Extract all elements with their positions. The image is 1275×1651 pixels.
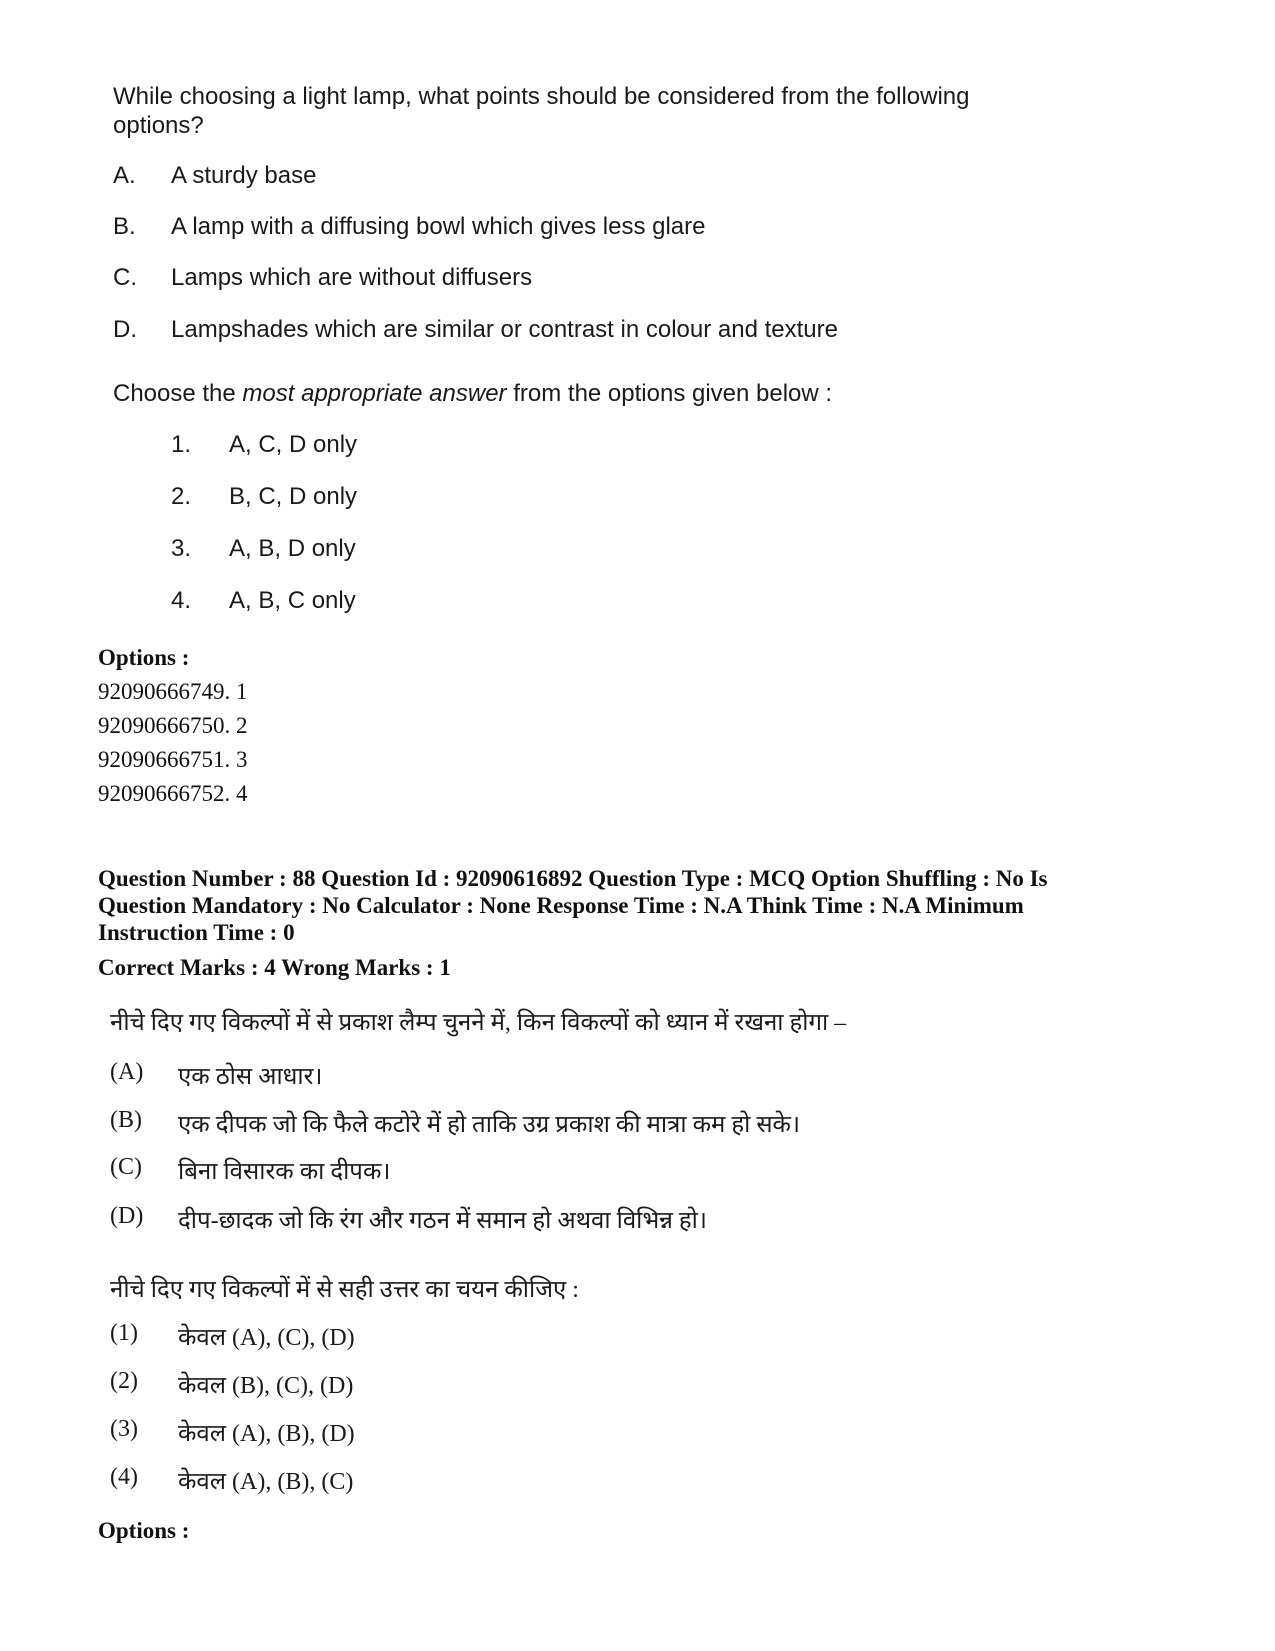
- answer-label: 3.: [171, 535, 192, 562]
- statement-text: A sturdy base: [171, 162, 317, 189]
- statement-text: एक दीपक जो कि फैले कटोरे में हो ताकि उग्र प्रकाश की मात्रा कम हो सके।: [178, 1112, 801, 1138]
- answer-label: 2.: [171, 483, 192, 510]
- statement-label: B.: [113, 213, 136, 240]
- statement-text: दीप-छादक जो कि रंग और गठन में समान हो अथवा विभिन्न हो।: [178, 1208, 707, 1234]
- answer-label: (4): [110, 1464, 138, 1490]
- answer-text: केवल (A), (B), (D): [178, 1421, 355, 1447]
- option-id-line: 92090666751. 3: [98, 747, 248, 772]
- answer-label: 4.: [171, 587, 192, 614]
- statement-text: बिना विसारक का दीपक।: [178, 1159, 391, 1185]
- answer-label: (2): [110, 1368, 138, 1394]
- statement-text: Lamps which are without diffusers: [171, 264, 533, 291]
- choose-post: from the options given below :: [506, 380, 833, 407]
- statement-label: C.: [113, 264, 137, 291]
- options-heading: Options :: [98, 645, 190, 670]
- question-text-english: While choosing a light lamp, what points should be considered from the following options?: [113, 83, 970, 139]
- meta-line: Question Mandatory : No Calculator : None Response Time : N.A Think Time : N.A Minimum: [98, 893, 1024, 918]
- answer-label: 1.: [171, 431, 192, 458]
- statement-label: (B): [110, 1107, 142, 1133]
- answer-text: A, B, D only: [229, 535, 356, 562]
- marks-line: Correct Marks : 4 Wrong Marks : 1: [98, 955, 451, 980]
- answer-text: केवल (B), (C), (D): [178, 1373, 354, 1399]
- choose-instruction-hindi: नीचे दिए गए विकल्पों में से सही उत्तर का चयन कीजिए :: [110, 1277, 579, 1303]
- meta-line: Question Number : 88 Question Id : 92090616892 Question Type : MCQ Option Shuffling : No Is: [98, 866, 1048, 891]
- option-id-line: 92090666752. 4: [98, 781, 248, 806]
- statement-label: (C): [110, 1154, 142, 1180]
- statement-text: Lampshades which are similar or contrast in colour and texture: [171, 316, 838, 343]
- answer-text: B, C, D only: [229, 483, 358, 510]
- answer-label: (3): [110, 1416, 138, 1442]
- question-meta: [98, 865, 1158, 946]
- answer-text: A, C, D only: [229, 431, 358, 458]
- answer-text: केवल (A), (B), (C): [178, 1469, 354, 1495]
- answer-text: केवल (A), (C), (D): [178, 1325, 355, 1351]
- statement-label: D.: [113, 316, 137, 343]
- question-text-hindi: नीचे दिए गए विकल्पों में से प्रकाश लैम्प चुनने में, किन विकल्पों को ध्यान में रखना होगा –: [110, 1010, 847, 1036]
- statement-label: (A): [110, 1059, 144, 1085]
- option-id-line: 92090666749. 1: [98, 679, 248, 704]
- choose-pre: Choose the: [113, 380, 243, 407]
- statement-text: एक ठोस आधार।: [178, 1064, 323, 1090]
- statement-label: A.: [113, 162, 136, 189]
- answer-label: (1): [110, 1320, 138, 1346]
- choose-instruction-english: [113, 380, 832, 408]
- statement-label: (D): [110, 1203, 144, 1229]
- options-heading: Options :: [98, 1518, 190, 1543]
- answer-text: A, B, C only: [229, 587, 356, 614]
- choose-emphasis: most appropriate answer: [242, 380, 507, 407]
- meta-line: Instruction Time : 0: [98, 920, 295, 945]
- option-id-line: 92090666750. 2: [98, 713, 248, 738]
- statement-text: A lamp with a diffusing bowl which gives less glare: [171, 213, 706, 240]
